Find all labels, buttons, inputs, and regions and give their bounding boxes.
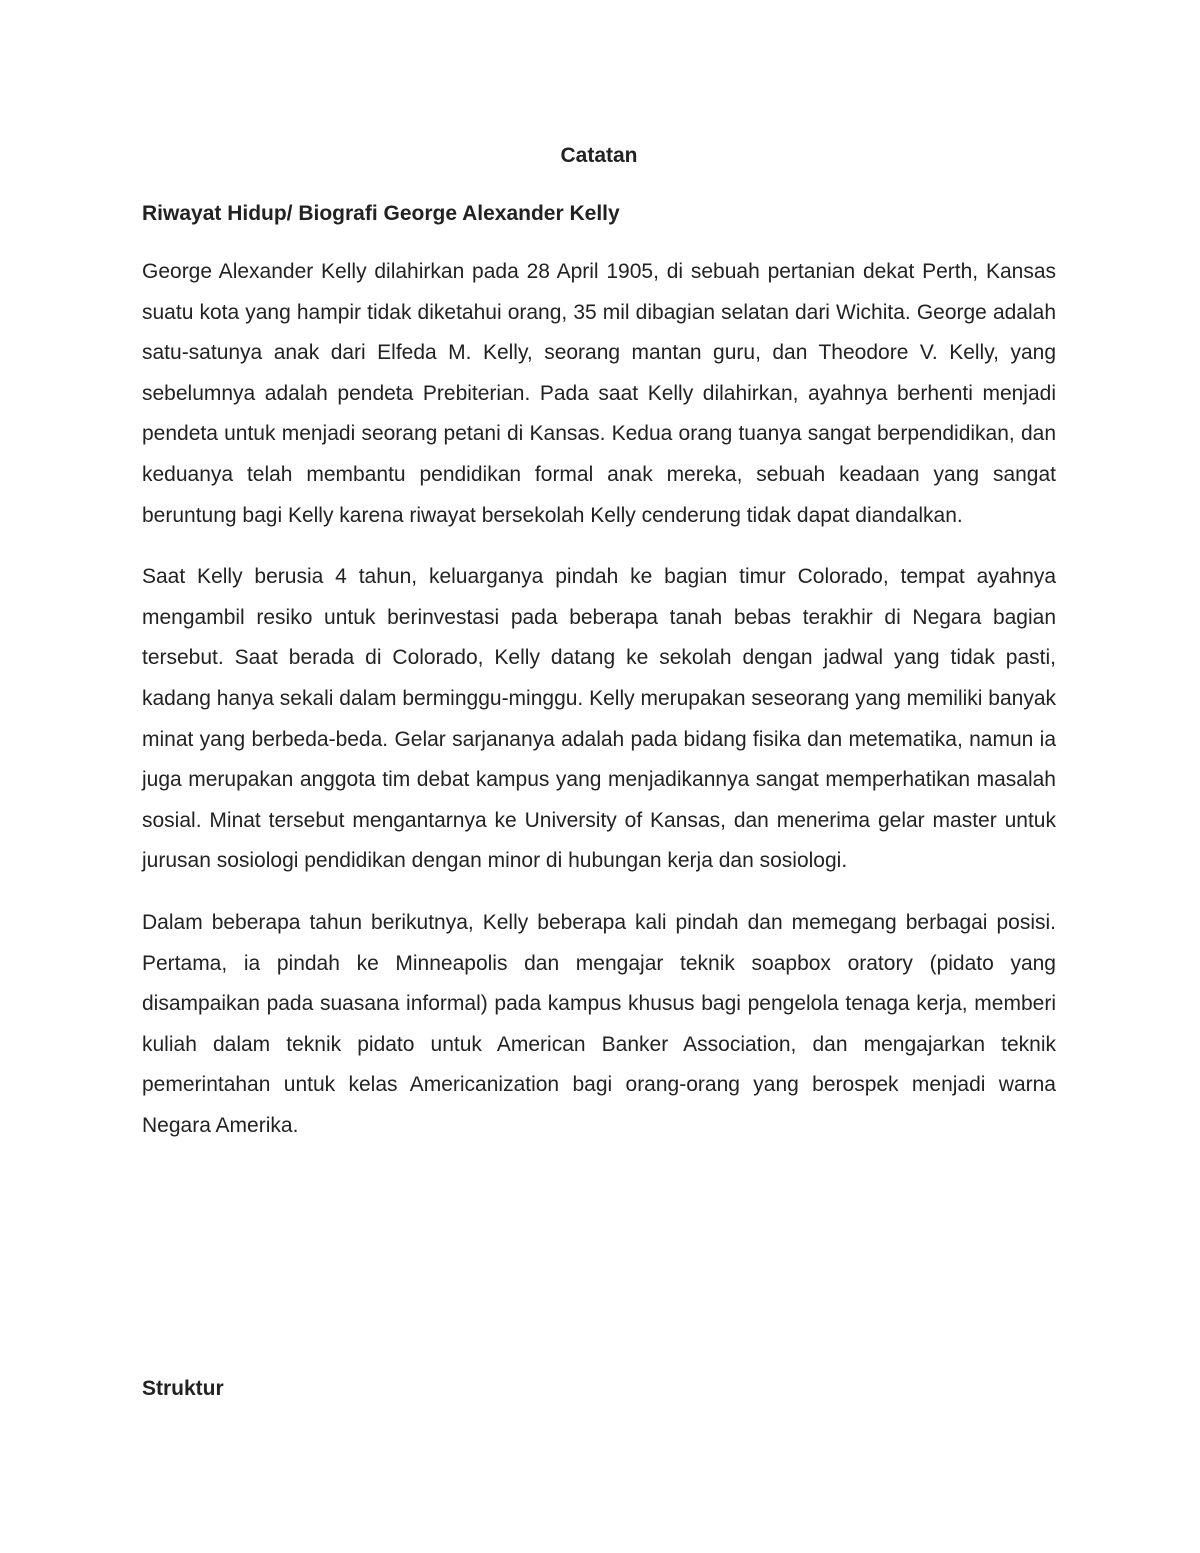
paragraph-early-life: George Alexander Kelly dilahirkan pada 28 April 1905, di sebuah pertanian dekat Perth, Kansas suatu kota yang hampir tidak diketahui orang, 35 mil dibagian selatan dari Wichita. George adalah satu-satunya anak dari Elfeda M. Kelly, seorang mantan guru, dan Theodore V. Kelly, yang sebelumnya adalah pendeta Prebiterian. Pada saat Kelly dilahirkan, ayahnya berhenti menjadi pendeta untuk menjadi seorang petani di Kansas. Kedua orang tuanya sangat berpendidikan, dan keduanya telah membantu pendidikan formal anak mereka, sebuah keadaan yang sangat beruntung bagi Kelly karena riwayat bersekolah Kelly cenderung tidak dapat diandalkan.	[142, 260, 1056, 527]
document-body	[142, 138, 1056, 1146]
paragraph-career-positions: Dalam beberapa tahun berikutnya, Kelly beberapa kali pindah dan memegang berbagai posisi. Pertama, ia pindah ke Minneapolis dan mengajar teknik soapbox oratory (pidato yang disampaikan pada suasana informal) pada kampus khusus bagi pengelola tenaga kerja, memberi kuliah dalam teknik pidato untuk American Banker Association, dan mengajarkan teknik pemerintahan untuk kelas Americanization bagi orang-orang yang berospek menjadi warna Negara Amerika.	[142, 910, 1056, 1137]
paragraph-colorado-education: Saat Kelly berusia 4 tahun, keluarganya pindah ke bagian timur Colorado, tempat ayahnya mengambil resiko untuk berinvestasi pada beberapa tanah bebas terakhir di Negara bagian tersebut. Saat berada di Colorado, Kelly datang ke sekolah dengan jadwal yang tidak pasti, kadang hanya sekali dalam berminggu-minggu. Kelly merupakan seseorang yang memiliki banyak minat yang berbeda-beda. Gelar sarjananya adalah pada bidang fisika dan metematika, namun ia juga merupakan anggota tim debat kampus yang menjadikannya sangat memperhatikan masalah sosial. Minat tersebut mengantarnya ke University of Kansas, dan menerima gelar master untuk jurusan sosiologi pendidikan dengan minor di hubungan kerja dan sosiologi.	[142, 565, 1057, 873]
document-title: Catatan	[560, 144, 638, 167]
biography-heading: Riwayat Hidup/ Biografi George Alexander Kelly	[142, 202, 620, 225]
struktur-heading: Struktur	[142, 1377, 224, 1400]
